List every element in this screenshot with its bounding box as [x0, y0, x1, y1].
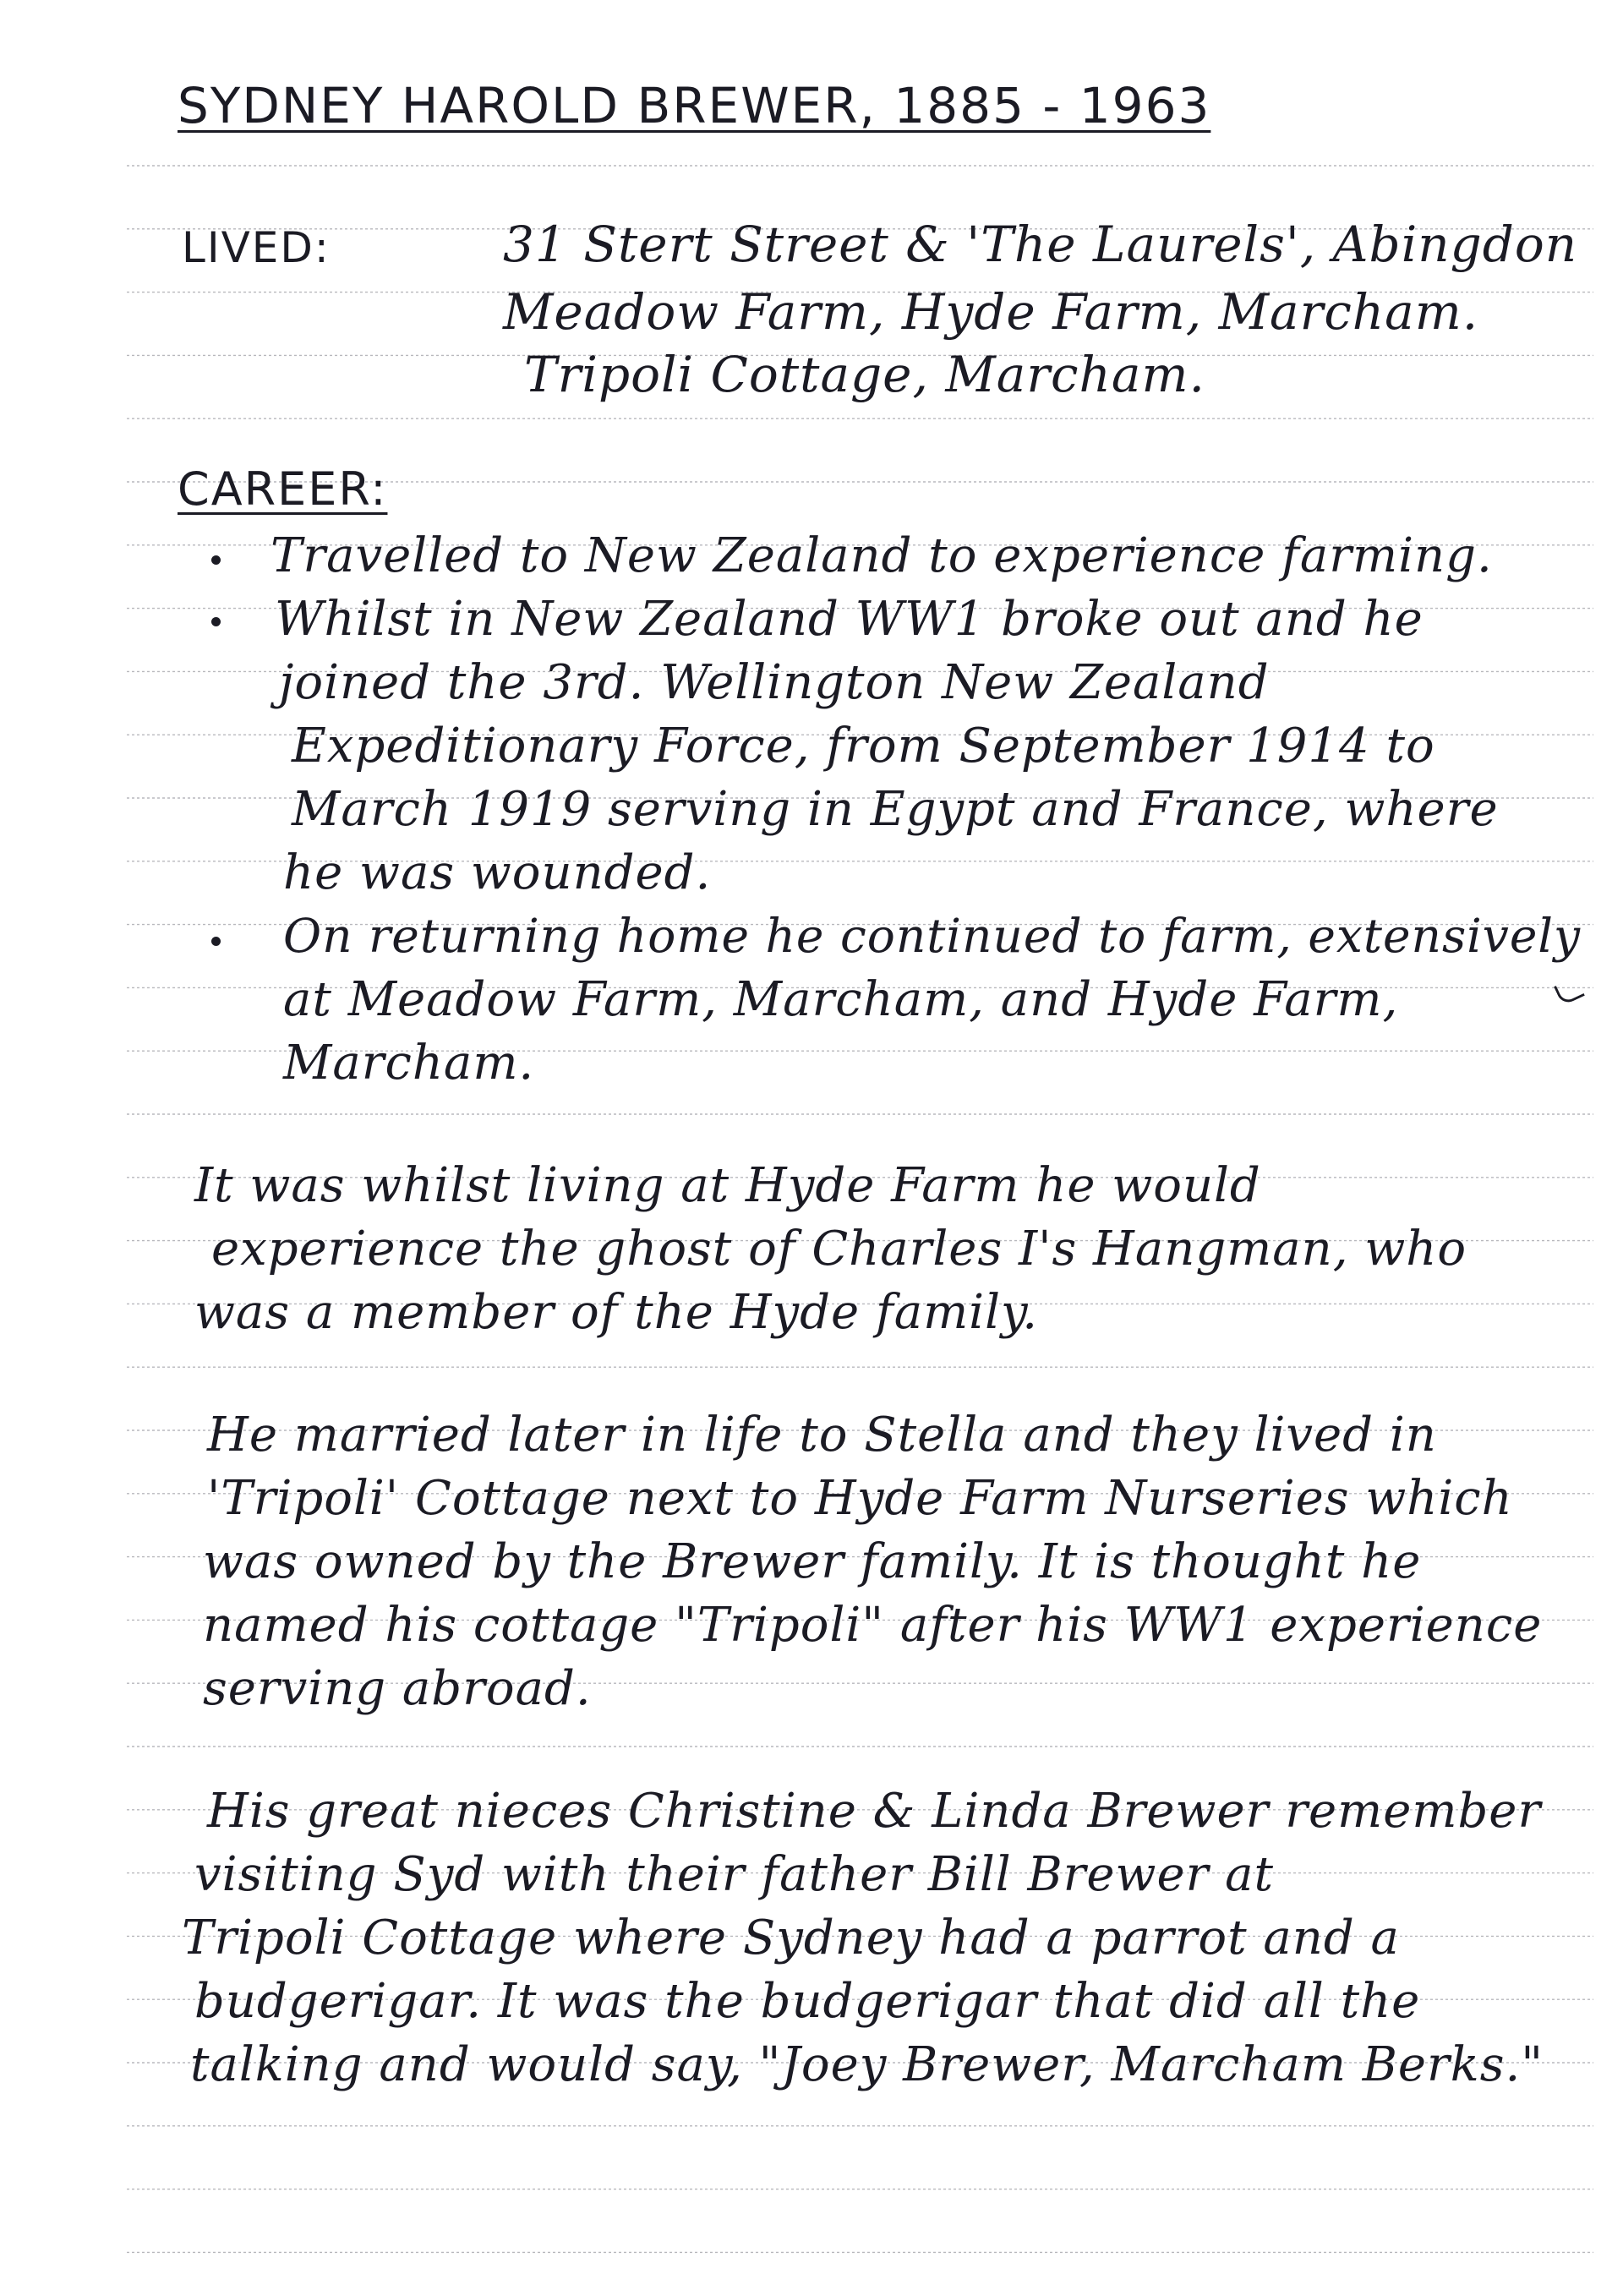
- paragraph-line: named his cottage "Tripoli" after his WW1 experience: [203, 1598, 1543, 1653]
- career-item-line: March 1919 serving in Egypt and France, where: [292, 782, 1499, 837]
- paragraph-line: experience the ghost of Charles I's Hangman, who: [211, 1222, 1467, 1276]
- paragraph-line: 'Tripoli' Cottage next to Hyde Farm Nurseries which: [207, 1471, 1513, 1526]
- paragraph-line: His great nieces Christine & Linda Brewer remember: [207, 1784, 1542, 1839]
- career-item-line: Whilst in New Zealand WW1 broke out and he: [275, 592, 1424, 647]
- career-item-line: he was wounded.: [283, 845, 712, 900]
- career-item-line: Expeditionary Force, from September 1914 to: [292, 719, 1435, 774]
- paragraph-line: He married later in life to Stella and they lived in: [207, 1408, 1437, 1462]
- paragraph-line: was owned by the Brewer family. It is thought he: [203, 1534, 1422, 1589]
- bullet-marker: [211, 555, 221, 565]
- lived-label: LIVED:: [182, 223, 331, 272]
- lived-line: Tripoli Cottage, Marcham.: [524, 346, 1205, 403]
- paragraph-line: budgerigar. It was the budgerigar that did all the: [194, 1974, 1421, 2029]
- career-item-line: joined the 3rd. Wellington New Zealand: [279, 655, 1270, 710]
- career-item-line: Marcham.: [283, 1036, 535, 1091]
- career-item-line: Travelled to New Zealand to experience farming.: [270, 528, 1493, 583]
- career-item-line: at Meadow Farm, Marcham, and Hyde Farm,: [283, 972, 1399, 1027]
- career-label: CAREER:: [178, 462, 388, 516]
- bullet-marker: [211, 617, 221, 626]
- lived-line: 31 Stert Street & 'The Laurels', Abingdon: [503, 216, 1578, 273]
- paragraph-line: talking and would say, "Joey Brewer, Marcham Berks.": [190, 2037, 1544, 2092]
- career-item-line: On returning home he continued to farm, extensively: [283, 909, 1582, 963]
- bullet-marker: [211, 937, 221, 946]
- paragraph-line: visiting Syd with their father Bill Brewer at: [194, 1847, 1275, 1902]
- paragraph-line: It was whilst living at Hyde Farm he would: [194, 1158, 1261, 1213]
- paragraph-line: was a member of the Hyde family.: [194, 1285, 1038, 1340]
- lived-line: Meadow Farm, Hyde Farm, Marcham.: [503, 283, 1479, 341]
- page-title: SYDNEY HAROLD BREWER, 1885 - 1963: [178, 77, 1211, 134]
- paragraph-line: serving abroad.: [203, 1661, 592, 1716]
- paragraph-line: Tripoli Cottage where Sydney had a parrot and a: [182, 1911, 1400, 1965]
